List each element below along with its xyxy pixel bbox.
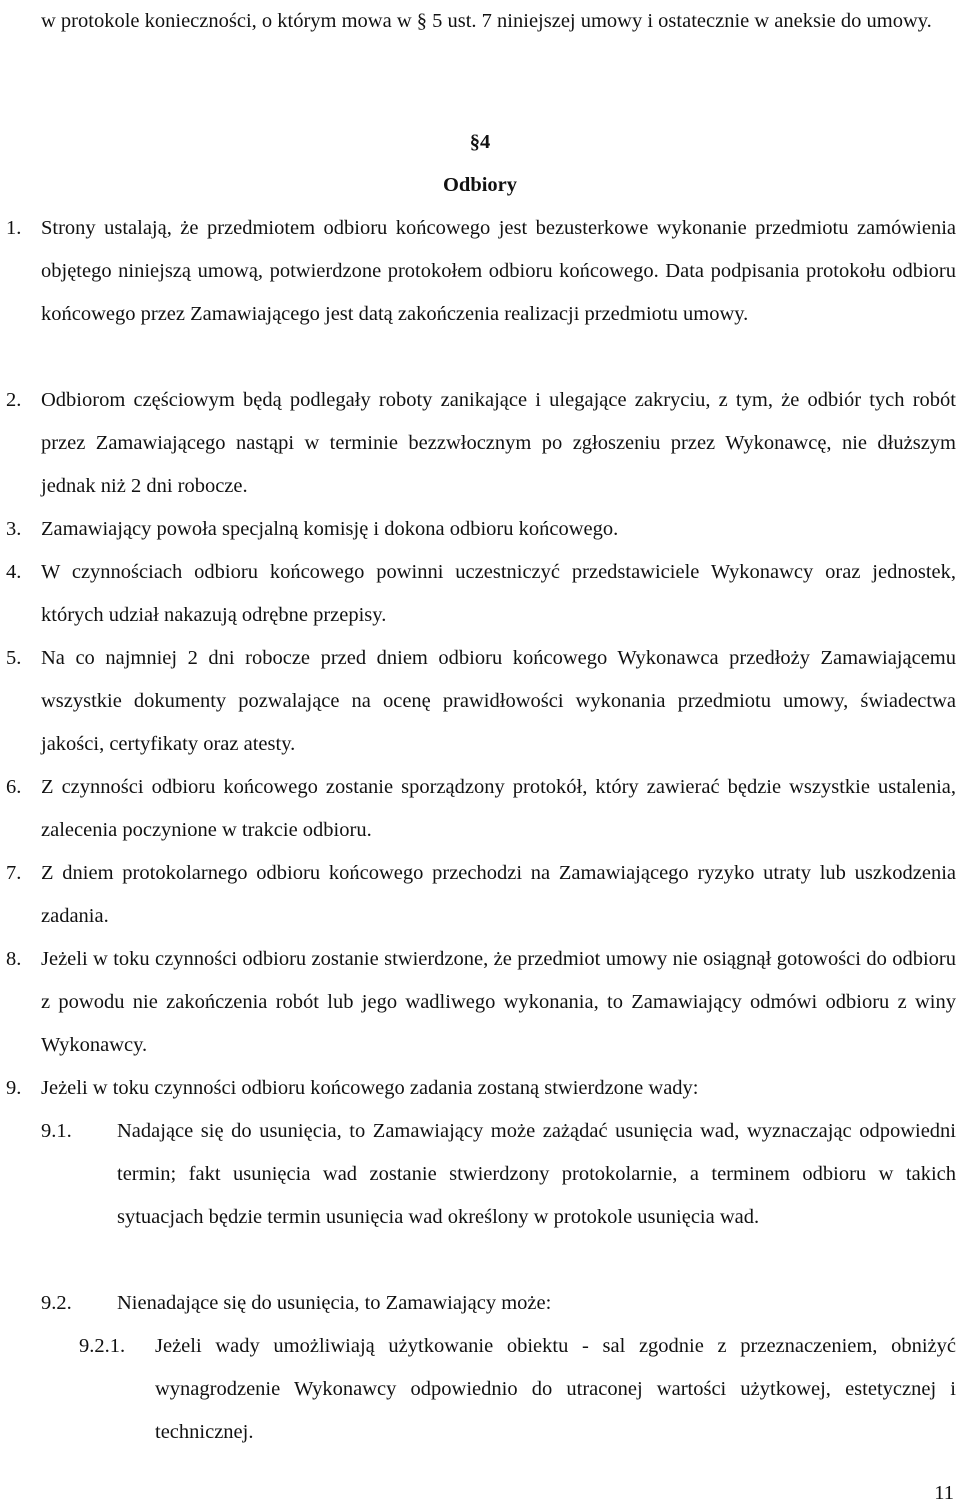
item-number: 7.: [6, 862, 22, 884]
list-item-5: [6, 637, 956, 766]
item-number: 3.: [6, 518, 22, 540]
item-text: Na co najmniej 2 dni robocze przed dniem odbioru końcowego Wykonawca przedłoży Zamawiającemu wszystkie dokumenty pozwalające na ocenę prawidłowości wykonania przedmiotu umowy, świadectwa jakości, certyfikaty oraz atesty.: [41, 647, 956, 755]
list-item-7: [6, 852, 956, 938]
sub-item-9-2: [41, 1282, 956, 1325]
item-text: Z dniem protokolarnego odbioru końcowego przechodzi na Zamawiającego ryzyko utraty lub uszkodzenia zadania.: [41, 862, 956, 927]
item-number: 4.: [6, 561, 22, 583]
item-text: Strony ustalają, że przedmiotem odbioru końcowego jest bezusterkowe wykonanie przedmiotu zamówienia objętego niniejszą umową, potwierdzone protokołem odbioru końcowego. Data podpisania protokołu odbioru końcowego przez Zamawiającego jest datą zakończenia realizacji przedmiotu umowy.: [41, 217, 956, 325]
sub-item-number: 9.2.: [41, 1292, 72, 1314]
section-title: Odbiory: [442, 174, 518, 196]
list-item-6: [6, 766, 956, 852]
list-item-9: [6, 1067, 956, 1110]
item-text: Z czynności odbioru końcowego zostanie sporządzony protokół, który zawierać będzie wszystkie ustalenia, zalecenia poczynione w trakcie odbioru.: [41, 776, 956, 841]
item-number: 2.: [6, 389, 22, 411]
item-number: 5.: [6, 647, 22, 669]
item-number: 8.: [6, 948, 22, 970]
item-number: 1.: [6, 217, 22, 239]
list-item-3: [6, 508, 956, 551]
sub-sub-item-number: 9.2.1.: [79, 1335, 126, 1357]
sub-item-text: Nienadające się do usunięcia, to Zamawiający może:: [117, 1292, 552, 1314]
item-text: Jeżeli w toku czynności odbioru zostanie stwierdzone, że przedmiot umowy nie osiągnął gotowości do odbioru z powodu nie zakończenia robót lub jego wadliwego wykonania, to Zamawiający odmówi odbioru z winy Wykonawcy.: [41, 948, 956, 1056]
sub-sub-item-text: Jeżeli wady umożliwiają użytkowanie obiektu - sal zgodnie z przeznaczeniem, obniżyć wynagrodzenie Wykonawcy odpowiednio do utraconej wartości użytkowej, estetycznej i technicznej.: [155, 1335, 956, 1443]
item-text: Odbiorom częściowym będą podlegały roboty zanikające i ulegające zakryciu, z tym, że odbiór tych robót przez Zamawiającego nastąpi w terminie bezzwłocznym po zgłoszeniu przez Wykonawcę, nie dłuższym jednak niż 2 dni robocze.: [41, 389, 956, 497]
list-item-1: [6, 207, 956, 336]
sub-sub-item-9-2-1: [79, 1325, 956, 1454]
item-number: 9.: [6, 1077, 22, 1099]
sub-item-9-1: [41, 1110, 956, 1239]
item-text: Zamawiający powoła specjalną komisję i dokona odbioru końcowego.: [41, 518, 619, 540]
section-sign: §4: [469, 131, 491, 153]
intro-paragraph: w protokole konieczności, o którym mowa w § 5 ust. 7 niniejszej umowy i ostatecznie w aneksie do umowy.: [41, 10, 932, 32]
list-item-2: [6, 379, 956, 508]
item-text: W czynnościach odbioru końcowego powinni uczestniczyć przedstawiciele Wykonawcy oraz jednostek, których udział nakazują odrębne przepisy.: [41, 561, 956, 626]
list-item-4: [6, 551, 956, 637]
item-text: Jeżeli w toku czynności odbioru końcowego zadania zostaną stwierdzone wady:: [41, 1077, 699, 1099]
sub-item-text: Nadające się do usunięcia, to Zamawiający może zażądać usunięcia wad, wyznaczając odpowiedni termin; fakt usunięcia wad zostanie stwierdzony protokolarnie, a terminem odbioru w takich sytuacjach będzie termin usunięcia wad określony w protokole usunięcia wad.: [117, 1120, 956, 1228]
sub-item-number: 9.1.: [41, 1120, 72, 1142]
item-number: 6.: [6, 776, 22, 798]
list-item-8: [6, 938, 956, 1067]
page-number: 11: [934, 1482, 954, 1504]
